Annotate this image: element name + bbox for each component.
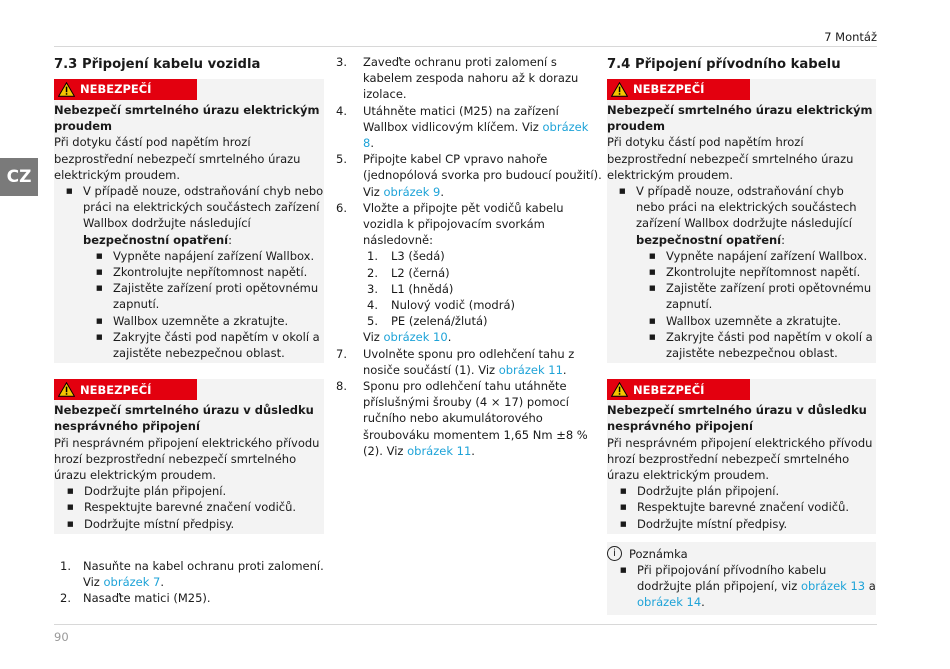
warning-icon	[58, 382, 75, 397]
sub-bullet-item: ■ Zakryjte části pod napětím v okolí a zajistěte nebezpečnou oblast.	[54, 329, 324, 361]
danger-title: Nebezpečí smrtelného úrazu elektrickým proudem	[607, 103, 873, 134]
sub-step-item: 3. L1 (hnědá)	[367, 281, 454, 296]
sub-bullet-item: ■ Wallbox uzemněte a zkratujte.	[54, 313, 324, 329]
danger-text: Při dotyku částí pod napětím hrozí bezprostřední nebezpečí smrtelného úrazu elektrickým proudem.	[54, 135, 301, 182]
figure-link[interactable]: obrázek 7	[103, 575, 161, 590]
sub-step-item: 1. L3 (šedá)	[367, 249, 445, 264]
step-continuation: Viz obrázek 10.	[363, 330, 452, 345]
note-box	[607, 542, 876, 615]
danger-label: NEBEZPEČÍ	[633, 382, 705, 397]
page-number: 90	[54, 630, 69, 644]
step-item: 2. Nasaďte matici (M25).	[60, 591, 211, 606]
danger-title: Nebezpečí smrtelného úrazu v důsledku nesprávného připojení	[54, 403, 314, 434]
danger-badge	[607, 79, 750, 100]
step-item: 3. Zaveďte ochranu proti zalomení s kabelem zespoda nahoru až k dorazu izolace.	[336, 55, 579, 102]
danger-box	[607, 79, 876, 363]
bullet-item: ■ Respektujte barevné značení vodičů.	[54, 499, 324, 515]
danger-text: Při nesprávném připojení elektrického přívodu hrozí bezprostřední nebezpečí smrtelného úrazu elektrickým proudem.	[607, 435, 873, 483]
danger-text: Při dotyku částí pod napětím hrozí bezprostřední nebezpečí smrtelného úrazu elektrickým proudem.	[607, 135, 854, 182]
bullet-item: ■ V případě nouze, odstraňování chyb nebo práci na elektrických součástech zařízení Wallbox dodržujte následující bezpečnostní opatření:	[54, 183, 324, 248]
step-item: 5. Připojte kabel CP vpravo nahoře (jednopólová svorka pro budoucí použití). Viz obrázek 9.	[336, 152, 602, 199]
step-item: 4. Utáhněte matici (M25) na zařízení Wallbox vidlicovým klíčem. Viz obrázek 8.	[336, 103, 589, 151]
danger-label: NEBEZPEČÍ	[80, 382, 152, 397]
column-1	[54, 56, 324, 606]
figure-link[interactable]: obrázek 9	[383, 184, 441, 199]
danger-badge	[54, 79, 197, 100]
warning-icon	[611, 382, 628, 397]
figure-link[interactable]: obrázek 10	[383, 330, 448, 345]
step-item: 7. Uvolněte sponu pro odlehčení tahu z nosiče součástí (1). Viz obrázek 11.	[336, 346, 575, 377]
step-item: 1. Nasuňte na kabel ochranu proti zalomení. Viz obrázek 7.	[60, 558, 324, 590]
bullet-item: ■ Dodržujte místní předpisy.	[54, 516, 324, 532]
info-icon: i	[607, 546, 622, 561]
sub-bullet-item: ■ Zkontrolujte nepřítomnost napětí.	[54, 264, 324, 280]
sub-step-item: 2. L2 (černá)	[367, 265, 450, 280]
step-item: 8. Sponu pro odlehčení tahu utáhněte příslušnými šrouby (4 × 17) pomocí ručního nebo akumulátorového šroubováku momentem 1,65 Nm ±8 % (2). Viz obrázek 11.	[336, 379, 588, 458]
figure-link[interactable]: obrázek 14	[637, 595, 702, 610]
bullet-item: ■ Při připojování přívodního kabelu dodržujte plán připojení, viz obrázek 13 a obrázek 14.	[607, 562, 876, 611]
sub-bullet-item: ■ Vypněte napájení zařízení Wallbox.	[607, 248, 876, 264]
top-divider	[54, 46, 877, 47]
sub-bullet-item: ■ Zajistěte zařízení proti opětovnému zapnutí.	[54, 280, 324, 312]
sub-bullet-item: ■ Zakryjte části pod napětím v okolí a zajistěte nebezpečnou oblast.	[607, 329, 876, 361]
danger-text: Při nesprávném připojení elektrického přívodu hrozí bezprostřední nebezpečí smrtelného úrazu elektrickým proudem.	[54, 435, 320, 483]
sub-step-item: 4. Nulový vodič (modrá)	[367, 298, 515, 313]
language-tab: CZ	[0, 158, 38, 196]
column-2	[336, 54, 602, 459]
figure-link[interactable]: obrázek 8	[363, 119, 589, 151]
danger-badge	[607, 379, 750, 400]
section-heading: 7.4 Připojení přívodního kabelu	[607, 57, 841, 72]
section-heading: 7.3 Připojení kabelu vozidla	[54, 57, 261, 72]
danger-label: NEBEZPEČÍ	[80, 82, 152, 97]
danger-box	[607, 379, 876, 534]
figure-link[interactable]: obrázek 11	[498, 362, 563, 377]
sub-bullet-item: ■ Zkontrolujte nepřítomnost napětí.	[607, 264, 876, 280]
sub-bullet-item: ■ Wallbox uzemněte a zkratujte.	[607, 313, 876, 329]
bullet-item: ■ Dodržujte plán připojení.	[607, 483, 876, 499]
chapter-header: 7 Montáž	[824, 30, 877, 44]
danger-title: Nebezpečí smrtelného úrazu v důsledku nesprávného připojení	[607, 403, 867, 434]
danger-box	[54, 379, 324, 534]
danger-label: NEBEZPEČÍ	[633, 82, 705, 97]
danger-badge	[54, 379, 197, 400]
bullet-item: ■ Respektujte barevné značení vodičů.	[607, 499, 876, 515]
column-3	[607, 56, 876, 615]
sub-step-item: 5. PE (zelená/žlutá)	[367, 314, 488, 329]
bullet-item: ■ V případě nouze, odstraňování chyb nebo práci na elektrických součástech zařízení Wallbox dodržujte následující bezpečnostní opatření:	[607, 183, 876, 248]
danger-title: Nebezpečí smrtelného úrazu elektrickým proudem	[54, 103, 320, 134]
bottom-divider	[54, 624, 877, 625]
sub-bullet-item: ■ Zajistěte zařízení proti opětovnému zapnutí.	[607, 280, 876, 312]
sub-bullet-item: ■ Vypněte napájení zařízení Wallbox.	[54, 248, 324, 264]
figure-link[interactable]: obrázek 11	[407, 443, 472, 458]
warning-icon	[611, 82, 628, 97]
danger-box	[54, 79, 324, 363]
warning-icon	[58, 82, 75, 97]
step-item: 6. Vložte a připojte pět vodičů kabelu vozidla k připojovacím svorkám následovně:	[336, 200, 564, 248]
figure-link[interactable]: obrázek 13	[800, 579, 866, 594]
note-title: Poznámka	[629, 546, 688, 561]
bullet-item: ■ Dodržujte plán připojení.	[54, 483, 324, 499]
bullet-item: ■ Dodržujte místní předpisy.	[607, 516, 876, 532]
